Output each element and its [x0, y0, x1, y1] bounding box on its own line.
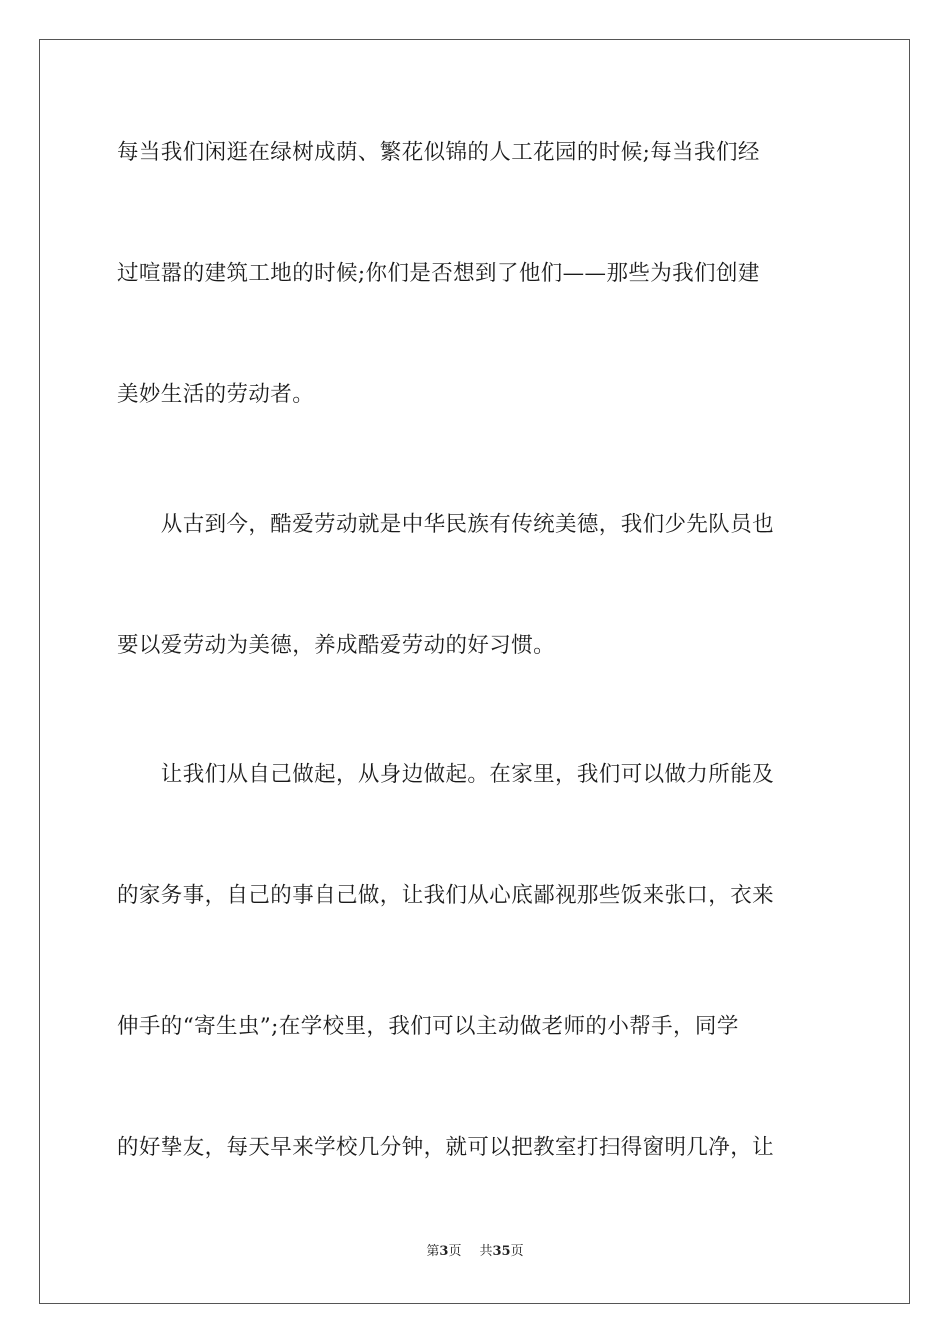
text-line: 美妙生活的劳动者。 [117, 382, 315, 407]
text-line: 伸手的“寄生虫”;在学校里，我们可以主动做老师的小帮手，同学 [117, 1014, 739, 1039]
text-line: 的家务事，自己的事自己做，让我们从心底鄙视那些饭来张口，衣来 [117, 883, 775, 908]
total-prefix: 共 [479, 1244, 493, 1259]
text-line: 从古到今，酷爱劳动就是中华民族有传统美德，我们少先队员也 [117, 512, 775, 537]
text-line: 过喧嚣的建筑工地的时候;你们是否想到了他们——那些为我们创建 [117, 261, 760, 286]
text-line: 每当我们闲逛在绿树成荫、繁花似锦的人工花园的时候;每当我们经 [117, 140, 760, 165]
text-line: 让我们从自己做起，从身边做起。在家里，我们可以做力所能及 [117, 762, 775, 787]
text-line: 要以爱劳动为美德，养成酷爱劳动的好习惯。 [117, 633, 556, 658]
page-footer [0, 1243, 950, 1261]
total-pages: 35 [492, 1244, 511, 1259]
page-border [39, 39, 910, 1304]
page-number: 3 [439, 1244, 449, 1259]
text-line: 的好挚友，每天早来学校几分钟，就可以把教室打扫得窗明几净，让 [117, 1135, 775, 1160]
page-suffix: 页 [448, 1244, 462, 1259]
page-prefix: 第 [426, 1244, 440, 1259]
total-suffix: 页 [510, 1244, 524, 1259]
